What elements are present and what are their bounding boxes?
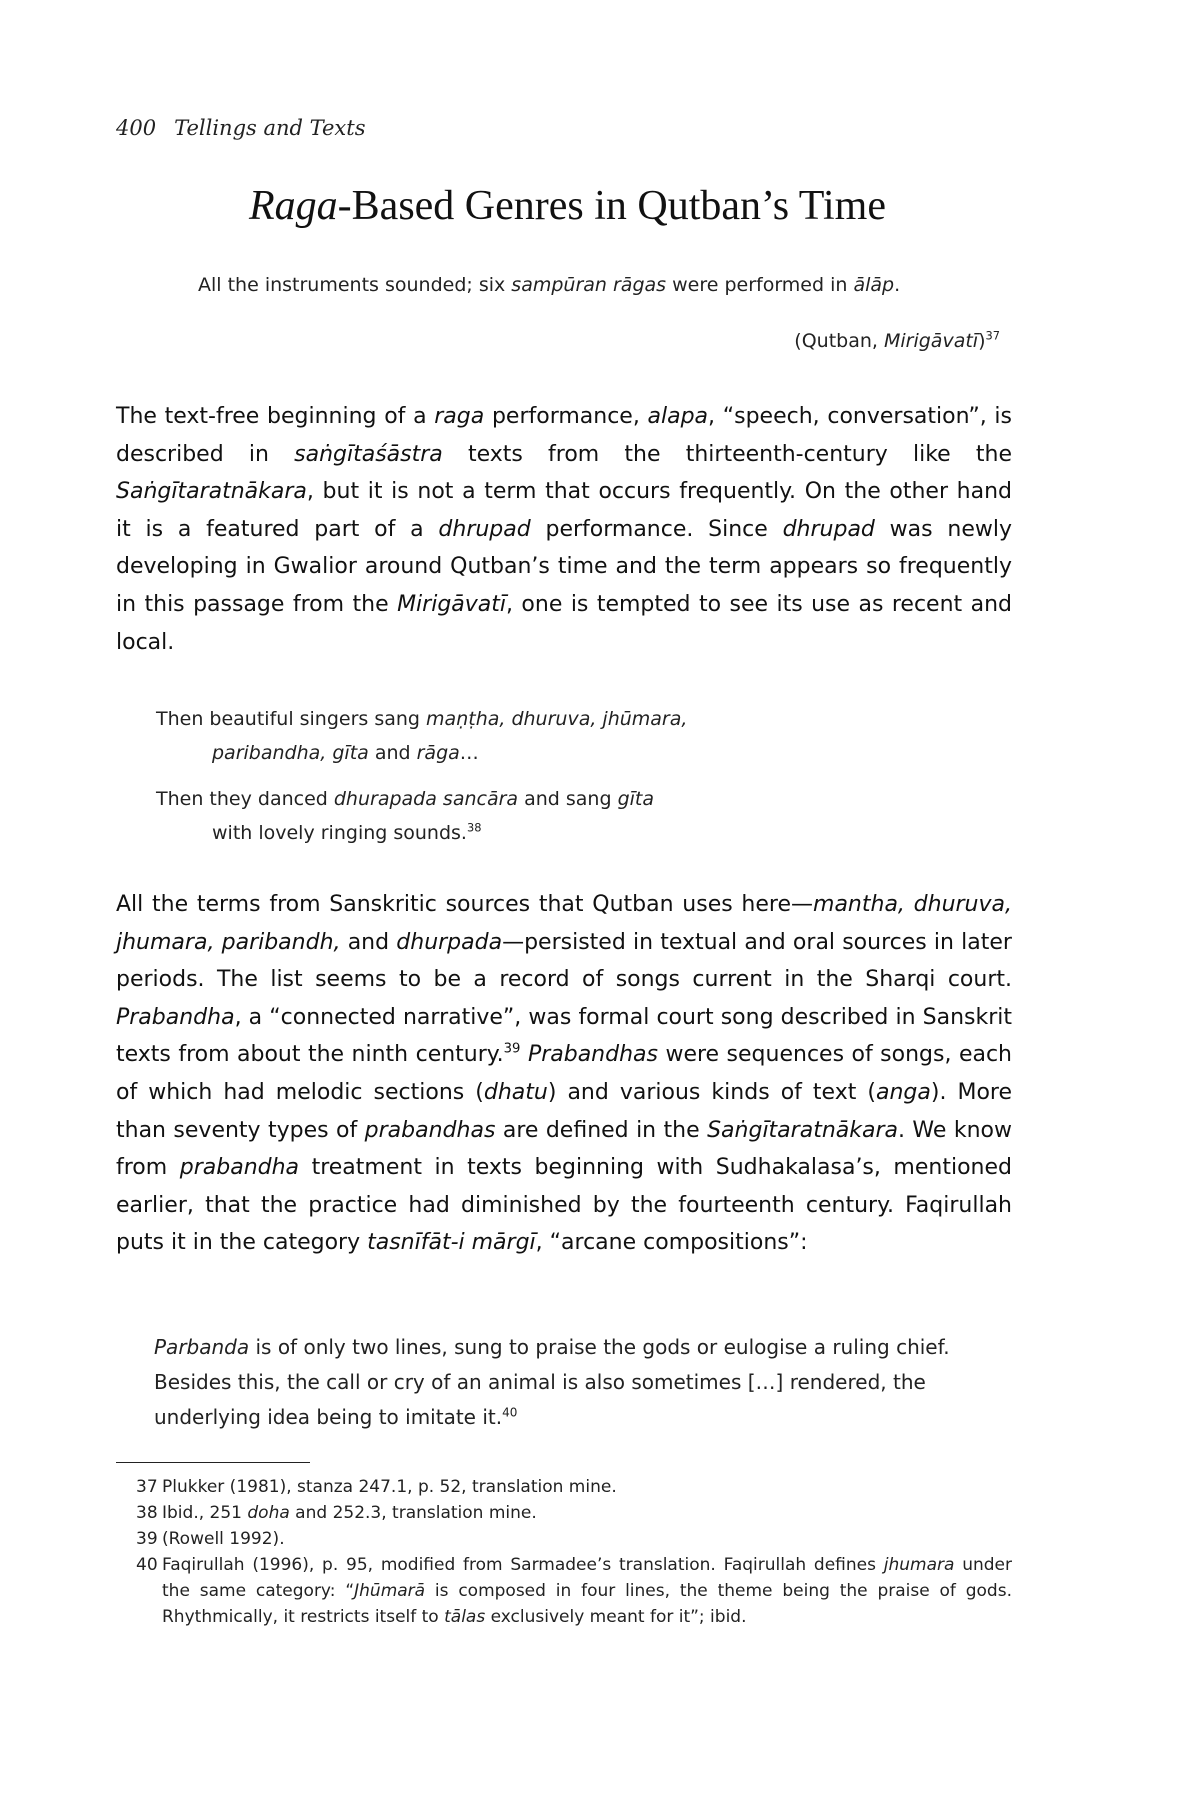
footnote-ref[interactable]: 38 — [466, 820, 482, 835]
running-head-title: Tellings and Texts — [174, 116, 366, 140]
verse-line: Then beautiful singers sang maṇṭha, dhuruva, jhūmara, — [156, 708, 688, 730]
footnote-ref[interactable]: 40 — [502, 1405, 518, 1420]
footnote-40 — [116, 1552, 1012, 1630]
epigraph-source-text: (Qutban, — [794, 330, 884, 352]
footnote-number: 38 — [136, 1503, 158, 1523]
chapter-title-italic: Raga — [249, 183, 338, 229]
epigraph-text: All the instruments sounded; six — [198, 274, 512, 296]
page-number: 400 — [116, 116, 157, 140]
verse-stanza-2 — [156, 782, 956, 850]
epigraph-source — [794, 330, 1000, 352]
running-head — [116, 116, 366, 140]
footnote-text: Plukker (1981), stanza 247.1, p. 52, translation mine. — [162, 1477, 617, 1497]
epigraph-text: were performed in — [666, 274, 854, 296]
footnote-number: 40 — [136, 1555, 158, 1575]
footnote-37 — [116, 1474, 1012, 1500]
epigraph-term: sampūran rāgas — [511, 274, 667, 296]
footnote-ref[interactable]: 39 — [503, 1042, 521, 1058]
footnote-38 — [116, 1500, 1012, 1526]
footnote-text: Ibid., 251 doha and 252.3, translation mine. — [162, 1503, 537, 1523]
chapter-title — [0, 182, 1135, 230]
epigraph — [198, 274, 1018, 296]
chapter-title-rest: -Based Genres in Qutban’s Time — [337, 183, 886, 229]
footnote-ref[interactable]: 37 — [985, 328, 1000, 343]
footnote-divider — [116, 1462, 310, 1463]
epigraph-source-text: ) — [978, 330, 986, 352]
footnote-text: Faqirullah (1996), p. 95, modified from Sarmadee’s translation. Faqirullah defines jhumara under the same category: “Jhūmarā is composed in four lines, the theme being the praise of gods. Rhythmically, it restricts itself to tālas exclusively meant for it”; ibid. — [162, 1555, 1012, 1627]
epigraph-source-work: Mirigāvatī — [883, 330, 979, 352]
verse-line: with lovely ringing sounds.$^{38}$ — [212, 820, 482, 844]
epigraph-text: . — [894, 274, 901, 296]
block-quote: Parbanda is of only two lines, sung to praise the gods or eulogise a ruling chief. Besides this, the call or cry of an animal is also sometimes […] rendered, the underlying idea being to imitate it.$^{40}$ — [154, 1335, 950, 1429]
footnote-number: 39 — [136, 1529, 158, 1549]
verse-line: paribandha, gīta and rāga… — [212, 742, 479, 764]
footnote-39 — [116, 1526, 1012, 1552]
verse-stanza-1 — [156, 702, 956, 770]
footnote-number: 37 — [136, 1477, 158, 1497]
footnote-text: (Rowell 1992). — [162, 1529, 285, 1549]
footnotes — [116, 1474, 1012, 1630]
paragraph-1: The text-free beginning of a raga performance, alapa, “speech, conversation”, is described in saṅgītaśāstra texts from the thirteenth-century like the Saṅgītaratnākara, but it is not a term that occurs frequently. On the other hand it is a featured part of a dhrupad performance. Since dhrupad was newly developing in Gwalior around Qutban’s time and the term appears so frequently in this passage from the Mirigāvatī, one is tempted to see its use as recent and local. — [116, 404, 1012, 655]
epigraph-term: ālāp — [853, 274, 895, 296]
verse-line: Then they danced dhurapada sancāra and sang gīta — [156, 788, 655, 810]
paragraph-2: All the terms from Sanskritic sources that Qutban uses here—mantha, dhuruva, jhumara, paribandh, and dhurpada—persisted in textual and oral sources in later periods. The list seems to be a record of songs current in the Sharqi court. Prabandha, a “connected narrative”, was formal court song described in Sanskrit texts from about the ninth century.$^{39}$ Prabandhas were sequences of songs, each of which had melodic sections (dhatu) and various kinds of text (anga). More than seventy types of prabandhas are defined in the Saṅgītaratnākara. We know from prabandha treatment in texts beginning with Sudhakalasa’s, mentioned earlier, that the practice had diminished by the fourteenth century. Faqirullah puts it in the category tasnīfāt-i mārgī, “arcane compositions”: — [116, 892, 1013, 1256]
